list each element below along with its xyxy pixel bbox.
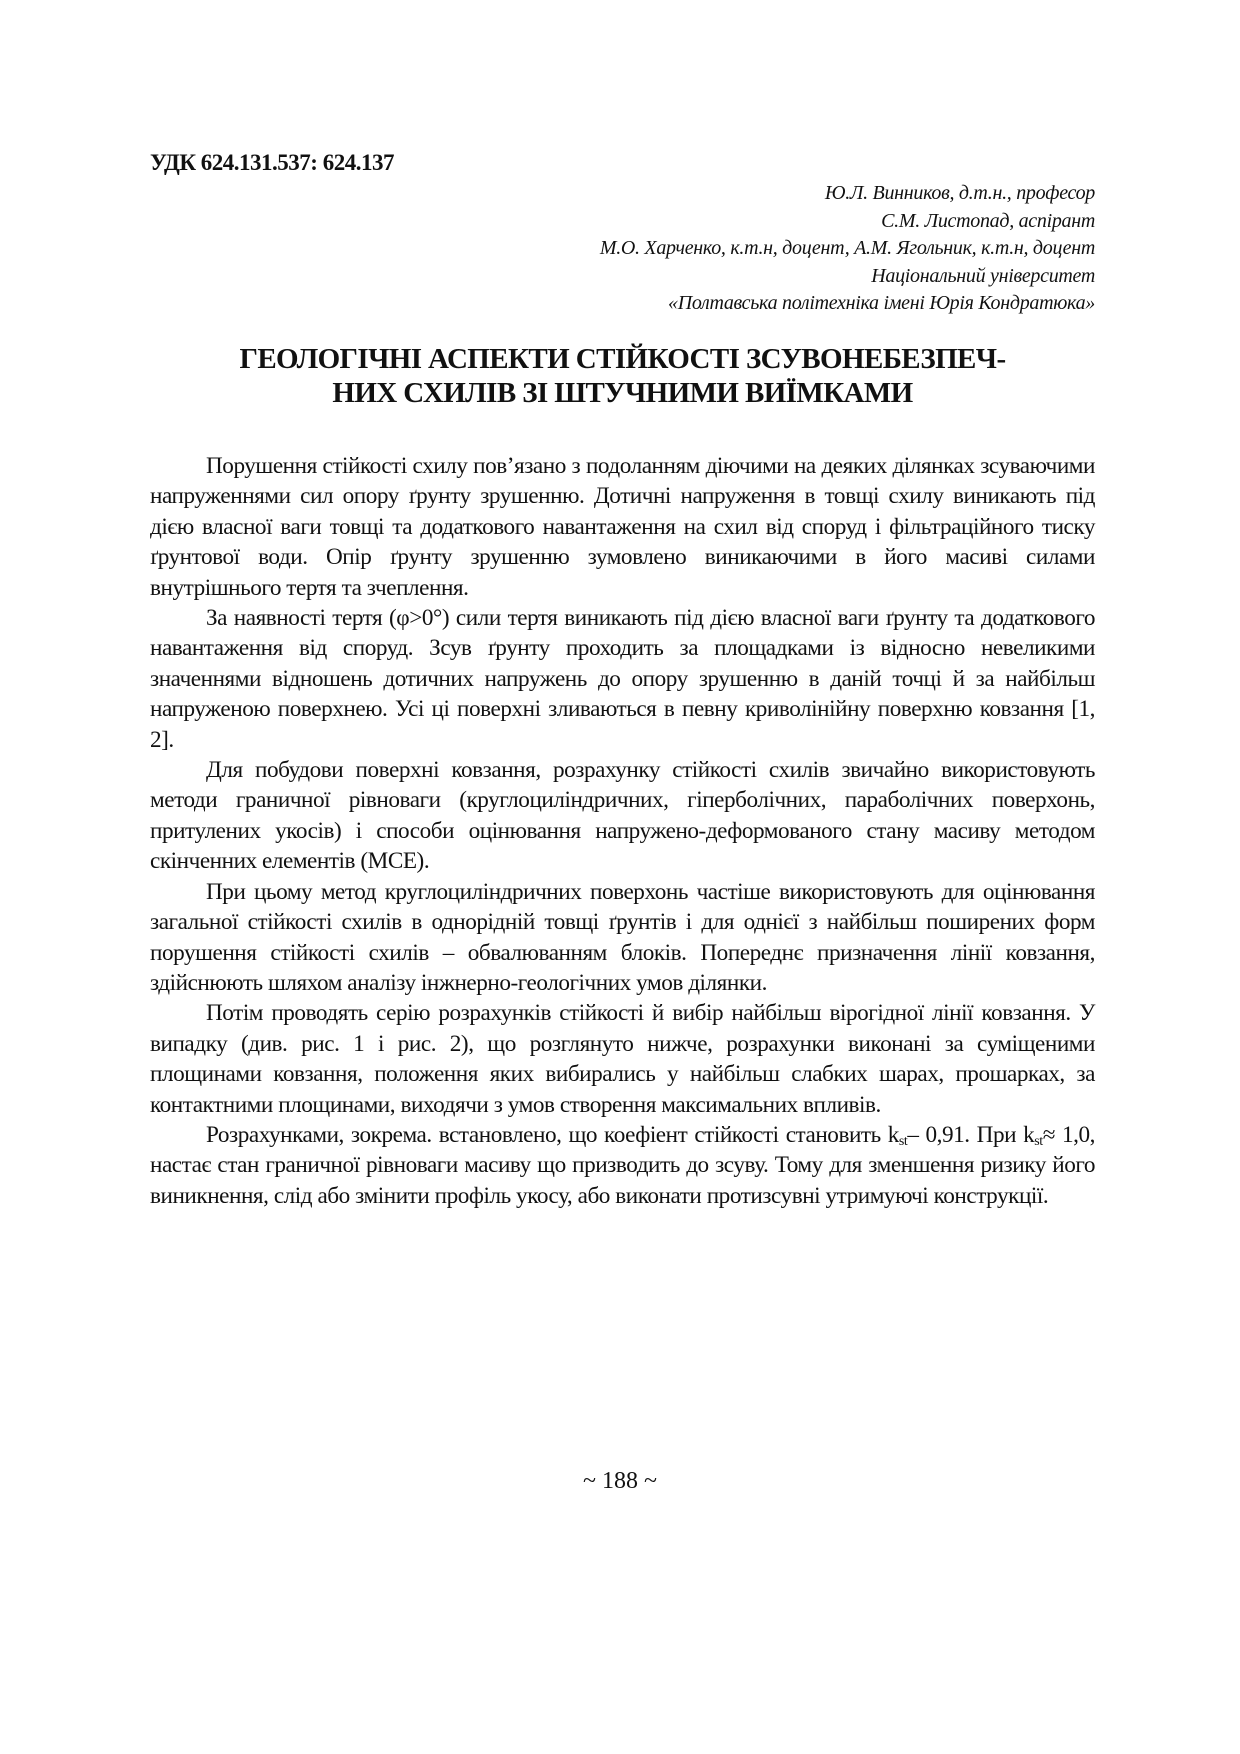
subscript: st [1034, 1133, 1043, 1149]
paragraph-conclusion [150, 1120, 1095, 1211]
page-number: ~ 188 ~ [583, 1468, 657, 1494]
title-line: ГЕОЛОГІЧНІ АСПЕКТИ СТІЙКОСТІ ЗСУВОНЕБЕЗПЕЧ- [239, 343, 1006, 375]
paragraph: За наявності тертя (φ>0°) сили тертя виникають під дією власної ваги ґрунту та додаткового навантаження від споруд. Зсув ґрунту проходить за площадками із відносно невеликими значеннями відношень дотичних напружень до опору зрушенню в даній точці й за найбільш напруженою поверхнею. Усі ці поверхні зливаються в певну криволінійну поверхню ковзання [1, 2]. [150, 605, 1095, 753]
author-line: Ю.Л. Винников, д.т.н., професор [824, 182, 1095, 204]
article-title [150, 342, 1095, 410]
paragraph: При цьому метод круглоциліндричних поверхонь частіше використовують для оцінювання загальної стійкості схилів в однорідній товщі ґрунтів і для однієї з найбільш поширених форм порушення стійкості схилів – обвалюванням блоків. Попереднє призначення лінії ковзання, здійснюють шляхом аналізу інжнерно-геологічних умов ділянки. [150, 878, 1095, 996]
affiliation-line: Національний університет [871, 264, 1095, 287]
text-run: Розрахунками, зокрема. встановлено, що коефіент стійкості становить k [206, 1121, 899, 1148]
paragraph: Для побудови поверхні ковзання, розрахунку стійкості схилів звичайно використовують методи граничної рівноваги (круглоциліндричних, гіперболічних, параболічних поверхонь, притулених укосів) і способи оцінювання напружено-деформованого стану масиву методом скінченних елементів (МСЕ). [150, 757, 1095, 875]
article-body [150, 451, 1095, 1211]
paragraph: Порушення стійкості схилу пов’язано з подоланням діючими на деяких ділянках зсуваючими напруженнями сил опору ґрунту зрушенню. Дотичні напруження в товщі схилу виникають під дією власної ваги товщі та додаткового навантаження на схил від споруд і фільтраційного тиску ґрунтової води. Опір ґрунту зрушенню зумовлено виникаючими в його масиві силами внутрішнього тертя та зчеплення. [150, 453, 1095, 601]
subscript: st [898, 1133, 908, 1149]
author-line: М.О. Харченко, к.т.н, доцент, А.М. Ягольник, к.т.н, доцент [599, 237, 1095, 259]
text-run: ≈ 1,0, настає стан граничної рівноваги масиву що призводить до зсуву. Тому для зменшення ризику його виникнення, слід або змінити профіль укосу, або виконати протизсувні утримуючі конструкції. [150, 1121, 1095, 1209]
udk-code: УДК 624.131.537: 624.137 [150, 150, 394, 175]
title-line: НИХ СХИЛІВ ЗІ ШТУЧНИМИ ВИЇМКАМИ [332, 377, 913, 409]
authors-block [600, 180, 1095, 318]
paragraph: Потім проводять серію розрахунків стійкості й вибір найбільш вірогідної лінії ковзання. У випадку (див. рис. 1 і рис. 2), що розглянуто нижче, розрахунки виконані за суміщеними площинами ковзання, положення яких вибирались у найбільш слабких шарах, прошарках, за контактними площинами, виходячи з умов створення максимальних впливів. [150, 1000, 1095, 1118]
text-run: – 0,91. При k [907, 1121, 1035, 1148]
author-line: С.М. Листопад, аспірант [881, 209, 1095, 232]
affiliation-line: «Полтавська політехніка імені Юрія Кондратюка» [668, 292, 1095, 314]
